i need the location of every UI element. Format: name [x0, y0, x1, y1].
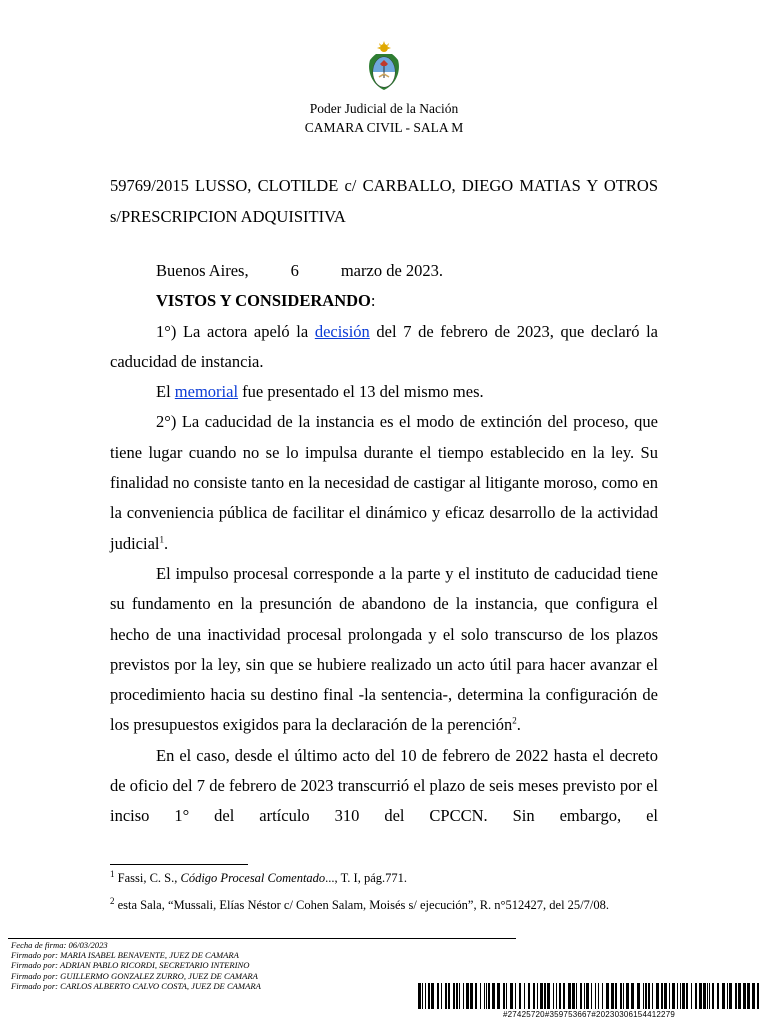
footnote-1: $^1$ Fassi, C. S., Código Procesal Comentado..., T. I, pág.771. [110, 868, 407, 885]
document-body [110, 256, 658, 832]
signature-line: Firmado por: MARIA ISABEL BENAVENTE, JUEZ DE CAMARA [11, 950, 239, 961]
memorial-link[interactable]: memorial [174, 382, 239, 402]
footnote-separator [110, 864, 248, 865]
paragraph-2: El memorial fue presentado el 13 del mismo mes. [156, 382, 484, 402]
signature-line: Firmado por: CARLOS ALBERTO CALVO COSTA, JUEZ DE CAMARA [11, 980, 261, 991]
case-title: 59769/2015 LUSSO, CLOTILDE c/ CARBALLO, DIEGO MATIAS Y OTROS s/PRESCRIPCION ADQUISITIVA [110, 176, 658, 226]
court-chamber: CAMARA CIVIL - SALA M [304, 120, 464, 135]
signature-line: Firmado por: ADRIAN PABLO RICORDI, SECRETARIO INTERINO [11, 960, 250, 971]
date-day: 6 [290, 261, 299, 280]
footnote-ref-1[interactable]: 1 [159, 534, 164, 545]
decision-link[interactable]: decisión [314, 321, 370, 341]
paragraph-3: 2°) La caducidad de la instancia es el modo de extinción del proceso, que tiene lugar cuando no se lo impulsa durante el tiempo establecido en la ley. Su finalidad no consiste tanto en la necesidad de castigar al litigante moroso, como en la conveniencia pública de facilitar el dinámico y eficaz desarrollo de la actividad judicial$^1$. [110, 412, 658, 553]
signature-separator [8, 938, 516, 939]
footnote-ref-2[interactable]: 2 [512, 715, 517, 726]
date-city: Buenos Aires, [156, 261, 249, 280]
barcode-text: #27425720#359753667#20230306154412279 [502, 1010, 676, 1019]
court-name: Poder Judicial de la Nación [309, 101, 459, 116]
paragraph-4: El impulso procesal corresponde a la parte y el instituto de caducidad tiene su fundamento en la presunción de abandono de la instancia, que configura el hecho de una inactividad procesal prolongada y el solo transcurso de los plazos previstos por la ley, sin que se hubiere realizado un acto útil para hacer avanzar el procedimiento hacia su destino final -la sentencia-, determina la configuración de los presupuestos exigidos para la declaración de la perención$^2$. [110, 563, 658, 735]
paragraph-1: 1°) La actora apeló la decisión del 7 de febrero de 2023, que declaró la caducidad de instancia. [110, 321, 659, 371]
barcode-icon [418, 983, 760, 1009]
paragraph-5: En el caso, desde el último acto del 10 de febrero de 2022 hasta el decreto de oficio del 7 de febrero de 2023 transcurrió el plazo de seis meses previsto por el inciso 1° del artículo 310 del CPCCN. Sin embargo, el [110, 745, 658, 826]
signature-block [11, 940, 431, 991]
footnote-2: $^2$ esta Sala, “Mussali, Elías Néstor c/ Cohen Salam, Moisés s/ ejecución”, R. n°512427, del 25/7/08. [110, 895, 610, 912]
argentine-coat-of-arms-icon [367, 40, 401, 92]
section-heading: VISTOS Y CONSIDERANDO: [156, 291, 376, 311]
signature-date: Fecha de firma: 06/03/2023 [11, 940, 108, 950]
date-month-year: marzo de 2023. [340, 261, 444, 280]
signature-line: Firmado por: GUILLERMO GONZALEZ ZURRO, JUEZ DE CAMARA [11, 970, 258, 981]
date-line [110, 256, 658, 286]
